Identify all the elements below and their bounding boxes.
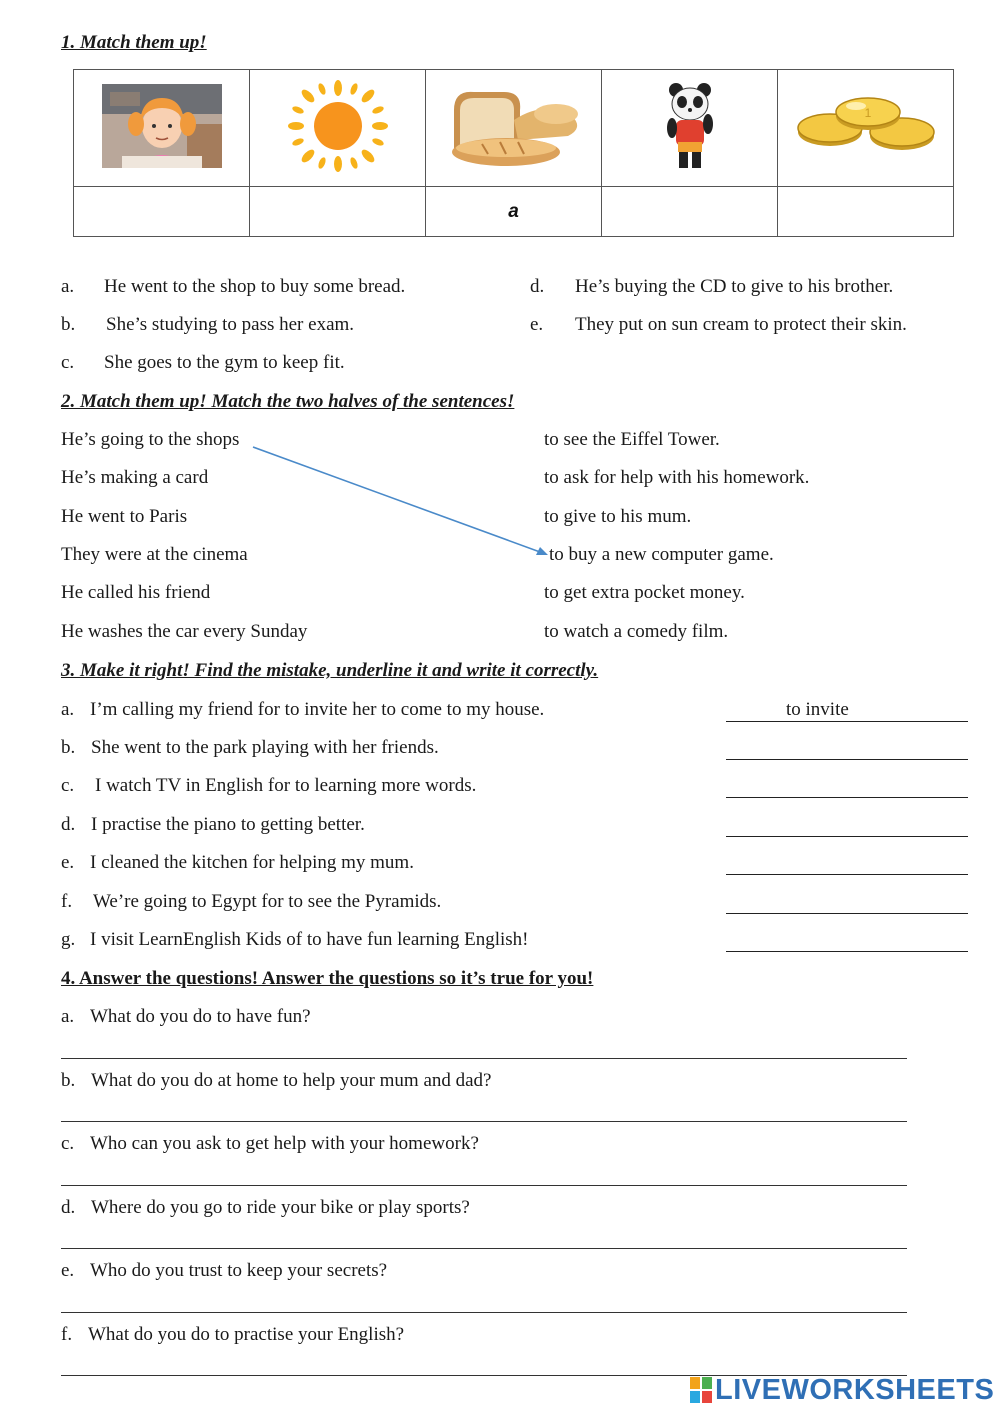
answer-line-e[interactable] — [61, 1288, 907, 1313]
mistake-letter-c: c. — [61, 775, 75, 796]
answer-line-f[interactable] — [61, 1351, 907, 1376]
right-half-2[interactable]: to ask for help with his homework. — [544, 467, 810, 488]
question-text-c: Who can you ask to get help with your homework? — [90, 1133, 479, 1154]
question-letter-e: e. — [61, 1260, 75, 1281]
mistake-letter-f: f. — [61, 891, 73, 912]
correction-input-c[interactable] — [726, 775, 968, 798]
left-half-4[interactable]: They were at the cinema — [61, 544, 248, 565]
match-arrow-layer — [0, 0, 1000, 700]
correction-input-g[interactable] — [726, 929, 968, 952]
left-half-2[interactable]: He’s making a card — [61, 467, 209, 488]
mistake-letter-g: g. — [61, 929, 76, 950]
question-letter-a: a. — [61, 1006, 75, 1027]
section3-title: 3. Make it right! Find the mistake, underline it and write it correctly. — [61, 660, 599, 681]
question-letter-b: b. — [61, 1070, 76, 1091]
mistake-letter-d: d. — [61, 814, 76, 835]
mistake-sentence-c[interactable]: I watch TV in English for to learning more words. — [95, 775, 477, 796]
question-text-b: What do you do at home to help your mum and dad? — [91, 1070, 492, 1091]
correction-input-d[interactable] — [726, 814, 968, 837]
right-half-5[interactable]: to get extra pocket money. — [544, 582, 745, 603]
answer-line-b[interactable] — [61, 1097, 907, 1122]
option-letter-d: d. — [530, 276, 545, 297]
answer-line-a[interactable] — [61, 1034, 907, 1059]
mistake-letter-b: b. — [61, 737, 76, 758]
right-half-6[interactable]: to watch a comedy film. — [544, 621, 729, 642]
logo-text: LIVEWORKSHEETS — [715, 1373, 995, 1406]
question-letter-c: c. — [61, 1133, 75, 1154]
right-half-1[interactable]: to see the Eiffel Tower. — [544, 429, 720, 450]
mistake-letter-e: e. — [61, 852, 75, 873]
option-letter-c: c. — [61, 352, 75, 373]
answer-line-c[interactable] — [61, 1161, 907, 1186]
svg-text:1: 1 — [864, 105, 871, 120]
mistake-sentence-b[interactable]: She went to the park playing with her friends. — [91, 737, 439, 758]
section4-title: 4. Answer the questions! Answer the questions so it’s true for you! — [61, 968, 594, 989]
left-half-6[interactable]: He washes the car every Sunday — [61, 621, 308, 642]
mistake-sentence-f[interactable]: We’re going to Egypt for to see the Pyramids. — [93, 891, 442, 912]
question-text-f: What do you do to practise your English? — [88, 1324, 405, 1345]
left-half-5[interactable]: He called his friend — [61, 582, 211, 603]
question-text-d: Where do you go to ride your bike or play sports? — [91, 1197, 470, 1218]
option-letter-e: e. — [530, 314, 544, 335]
option-text-e: They put on sun cream to protect their skin. — [575, 314, 907, 335]
mistake-letter-a: a. — [61, 699, 75, 720]
logo-grid-icon — [690, 1377, 712, 1403]
correction-line-a[interactable] — [726, 699, 968, 722]
left-half-1[interactable]: He’s going to the shops — [61, 429, 240, 450]
mistake-sentence-a[interactable]: I’m calling my friend for to invite her to come to my house. — [90, 699, 545, 720]
option-letter-b: b. — [61, 314, 76, 335]
mistake-sentence-g[interactable]: I visit LearnEnglish Kids of to have fun learning English! — [90, 929, 529, 950]
option-text-a: He went to the shop to buy some bread. — [104, 276, 406, 297]
question-text-e: Who do you trust to keep your secrets? — [90, 1260, 388, 1281]
section2-title: 2. Match them up! Match the two halves of the sentences! — [61, 391, 515, 412]
option-text-b: She’s studying to pass her exam. — [106, 314, 355, 335]
right-half-4[interactable]: to buy a new computer game. — [549, 544, 774, 565]
liveworksheets-logo[interactable] — [690, 1374, 994, 1406]
question-letter-d: d. — [61, 1197, 76, 1218]
right-half-3[interactable]: to give to his mum. — [544, 506, 692, 527]
match-arrow-line[interactable] — [253, 447, 540, 552]
mistake-sentence-d[interactable]: I practise the piano to getting better. — [91, 814, 365, 835]
question-letter-f: f. — [61, 1324, 73, 1345]
correction-answer-a: to invite — [786, 699, 849, 720]
section1-title: 1. Match them up! — [61, 32, 207, 53]
left-half-3[interactable]: He went to Paris — [61, 506, 188, 527]
question-text-a: What do you do to have fun? — [90, 1006, 311, 1027]
correction-input-e[interactable] — [726, 852, 968, 875]
mistake-sentence-e[interactable]: I cleaned the kitchen for helping my mum. — [90, 852, 414, 873]
option-text-d: He’s buying the CD to give to his brother. — [575, 276, 894, 297]
correction-input-b[interactable] — [726, 737, 968, 760]
correction-input-f[interactable] — [726, 891, 968, 914]
answer-line-d[interactable] — [61, 1224, 907, 1249]
option-letter-a: a. — [61, 276, 75, 297]
option-text-c: She goes to the gym to keep fit. — [104, 352, 345, 373]
